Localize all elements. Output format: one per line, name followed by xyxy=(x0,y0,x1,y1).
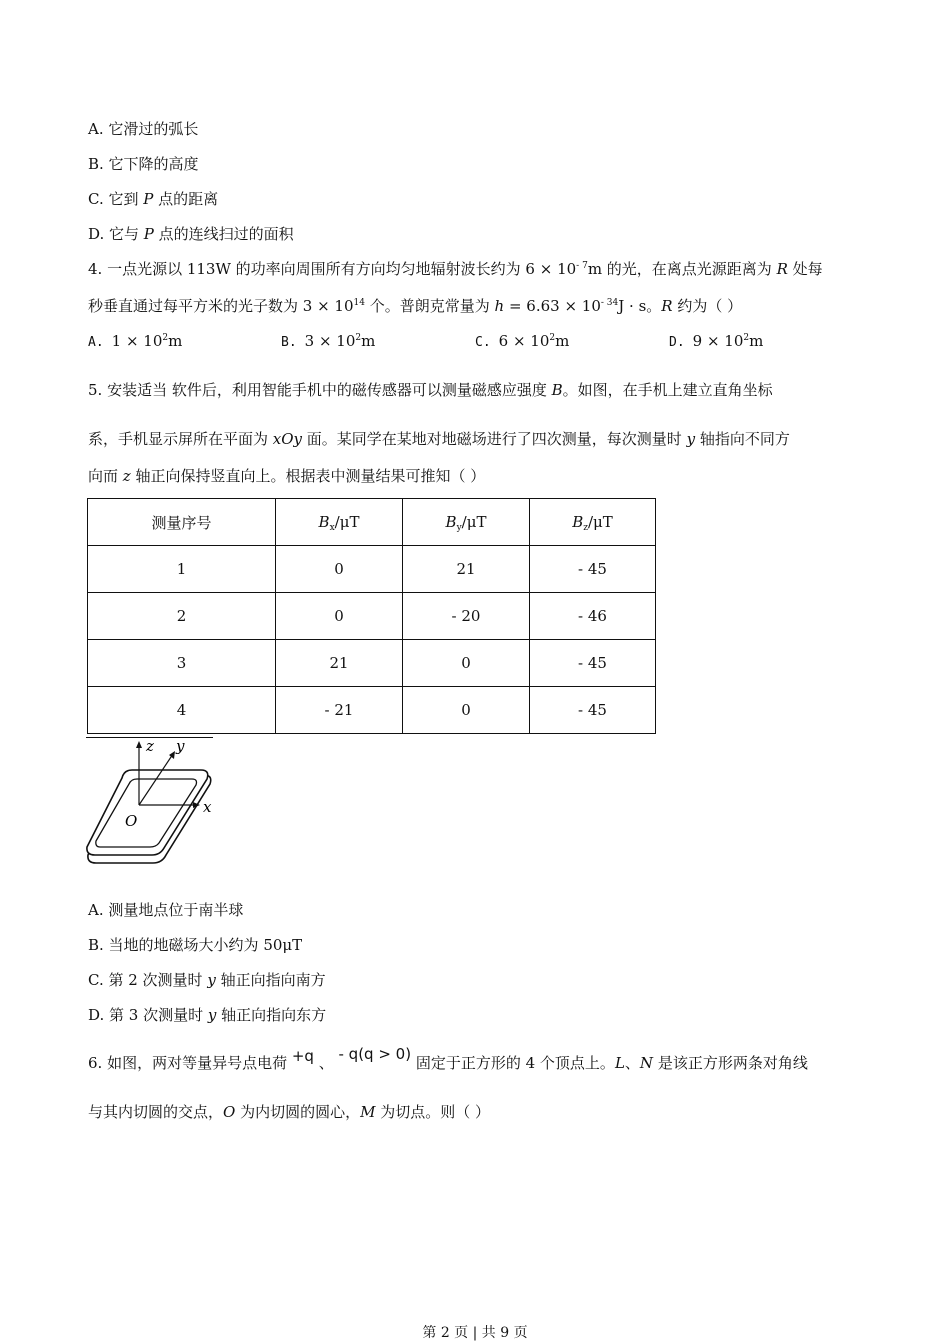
cell: - 21 xyxy=(276,687,403,734)
unit: /μT xyxy=(587,513,613,531)
text: 3 × 10 xyxy=(304,332,356,350)
var: y xyxy=(207,971,216,989)
text: D. 第 3 次测量时 xyxy=(88,1006,208,1024)
cell: 21 xyxy=(276,640,403,687)
header-bx xyxy=(276,499,403,546)
y-label: y xyxy=(176,737,185,755)
cell: 21 xyxy=(403,546,530,593)
header-index: 测量序号 xyxy=(88,499,276,546)
text: 1 × 10 xyxy=(111,332,163,350)
q5-option-d xyxy=(88,1005,326,1025)
var: P xyxy=(143,190,154,208)
text: 是该正方形两条对角线 xyxy=(653,1054,808,1072)
text: 。如图，在手机上建立直角坐标 xyxy=(562,381,773,399)
origin-label: O xyxy=(125,812,138,830)
text: 为切点。则（ ） xyxy=(375,1103,491,1121)
q5-option-a: A. 测量地点位于南半球 xyxy=(88,901,244,919)
unit: m xyxy=(168,332,183,350)
text: 固定于正方形的 4 个顶点上。 xyxy=(411,1054,615,1072)
header-bz xyxy=(530,499,656,546)
exponent: 2 xyxy=(355,333,362,343)
option-label: D. xyxy=(669,335,685,350)
text: 面。某同学在某地对地磁场进行了四次测量，每次测量时 xyxy=(302,430,687,448)
q-condition: (q > 0) xyxy=(358,1045,412,1063)
exponent: 2 xyxy=(162,333,169,343)
text: 与其内切圆的交点， xyxy=(88,1103,224,1121)
table-row xyxy=(88,687,656,734)
q4-stem-line2 xyxy=(88,296,742,316)
text: D. 它与 xyxy=(88,225,144,243)
unit: m xyxy=(361,332,376,350)
q6-stem-line1 xyxy=(88,1045,808,1073)
unit: /μT xyxy=(461,513,487,531)
text: 为内切圆的圆心， xyxy=(235,1103,361,1121)
text: 向而 xyxy=(88,467,123,485)
cell: 0 xyxy=(276,593,403,640)
text: 4. 一点光源以 113W 的功率向周围所有方向均匀地辐射波长约为 6 × 10 xyxy=(88,260,577,278)
text: 9 × 10 xyxy=(692,332,744,350)
cell: - 45 xyxy=(530,687,656,734)
cell: 1 xyxy=(88,546,276,593)
text: 6. 如图，两对等量异号点电荷 xyxy=(88,1054,292,1072)
q4-option-a xyxy=(88,332,182,350)
exponent: 2 xyxy=(743,333,750,343)
x-label: x xyxy=(203,798,212,816)
table-row xyxy=(88,546,656,593)
z-arrow-icon xyxy=(136,741,142,748)
var: B xyxy=(551,381,563,399)
plus-q: +q xyxy=(291,1047,314,1065)
text: 、 xyxy=(624,1054,640,1072)
text: J · s。 xyxy=(618,297,662,315)
cell: 0 xyxy=(403,687,530,734)
var: O xyxy=(223,1103,236,1121)
var: xOy xyxy=(272,430,303,448)
page-footer: 第 2 页 | 共 9 页 xyxy=(422,1325,528,1341)
var: B xyxy=(572,513,584,531)
cell: - 46 xyxy=(530,593,656,640)
q4-option-c xyxy=(475,332,569,350)
exponent: - 7 xyxy=(576,261,588,271)
var: L xyxy=(614,1054,625,1072)
var: M xyxy=(360,1103,376,1121)
var: y xyxy=(207,1006,217,1024)
var: y xyxy=(686,430,696,448)
subscript: x xyxy=(329,523,335,533)
text: C. 它到 xyxy=(88,190,144,208)
q5-stem-line3 xyxy=(88,466,485,486)
text: 6 × 10 xyxy=(498,332,550,350)
cell: 0 xyxy=(403,640,530,687)
text: m 的光，在离点光源距离为 xyxy=(587,260,777,278)
var: B xyxy=(318,513,330,531)
unit: m xyxy=(749,332,764,350)
z-label: z xyxy=(146,737,154,755)
q5-option-b: B. 当地的地磁场大小约为 50μT xyxy=(88,936,303,954)
cell: - 45 xyxy=(530,546,656,593)
q6-stem-line2 xyxy=(88,1102,490,1122)
var: N xyxy=(639,1054,654,1072)
text: 点的距离 xyxy=(153,190,219,208)
q5-stem-line2 xyxy=(88,429,790,449)
option-label: B. xyxy=(281,335,297,350)
subscript: y xyxy=(456,523,462,533)
exponent: - 34 xyxy=(600,298,619,308)
text: 点的连线扫过的面积 xyxy=(153,225,294,243)
exponent: 14 xyxy=(353,298,365,308)
q4-option-d xyxy=(669,332,763,350)
var: z xyxy=(122,467,131,485)
table-row xyxy=(88,640,656,687)
text: 、 xyxy=(313,1054,339,1072)
q3-option-d xyxy=(88,224,294,244)
q3-option-a: A. 它滑过的弧长 xyxy=(88,120,199,138)
phone-top-outline xyxy=(87,770,208,855)
text: = 6.63 × 10 xyxy=(504,297,601,315)
q5-stem-line1 xyxy=(88,380,773,400)
text: 个。普朗克常量为 xyxy=(364,297,495,315)
text: 处每 xyxy=(787,260,823,278)
q5-option-c xyxy=(88,970,326,990)
q4-option-b xyxy=(281,332,375,350)
text: 轴正向指向南方 xyxy=(215,971,326,989)
table-row xyxy=(88,593,656,640)
minus-q: - q xyxy=(338,1045,359,1063)
cell: - 20 xyxy=(403,593,530,640)
text: 5. 安装适当 软件后，利用智能手机中的磁传感器可以测量磁感应强度 xyxy=(88,381,552,399)
measurement-table xyxy=(87,498,656,734)
cell: - 45 xyxy=(530,640,656,687)
text: 约为（ ） xyxy=(672,297,743,315)
q3-option-b: B. 它下降的高度 xyxy=(88,155,199,173)
cell: 3 xyxy=(88,640,276,687)
var: R xyxy=(776,260,788,278)
text: 系，手机显示屏所在平面为 xyxy=(88,430,273,448)
var: h xyxy=(494,297,505,315)
text: 秒垂直通过每平方米的光子数为 3 × 10 xyxy=(88,297,354,315)
unit: /μT xyxy=(334,513,360,531)
text: 轴指向不同方 xyxy=(695,430,790,448)
var: R xyxy=(661,297,673,315)
header-by xyxy=(403,499,530,546)
text: 轴正向保持竖直向上。根据表中测量结果可推知（ ） xyxy=(130,467,486,485)
table-header-row xyxy=(88,499,656,546)
text: 轴正向指向东方 xyxy=(216,1006,327,1024)
phone-axes-figure xyxy=(86,737,218,869)
var: B xyxy=(445,513,457,531)
subscript: z xyxy=(583,523,588,533)
unit: m xyxy=(555,332,570,350)
q4-stem-line1 xyxy=(88,259,823,279)
cell: 2 xyxy=(88,593,276,640)
q3-option-c xyxy=(88,189,218,209)
text: C. 第 2 次测量时 xyxy=(88,971,208,989)
var: P xyxy=(143,225,154,243)
cell: 4 xyxy=(88,687,276,734)
cell: 0 xyxy=(276,546,403,593)
option-label: A. xyxy=(88,335,104,350)
exponent: 2 xyxy=(549,333,556,343)
q4-options xyxy=(88,332,878,352)
option-label: C. xyxy=(475,335,491,350)
